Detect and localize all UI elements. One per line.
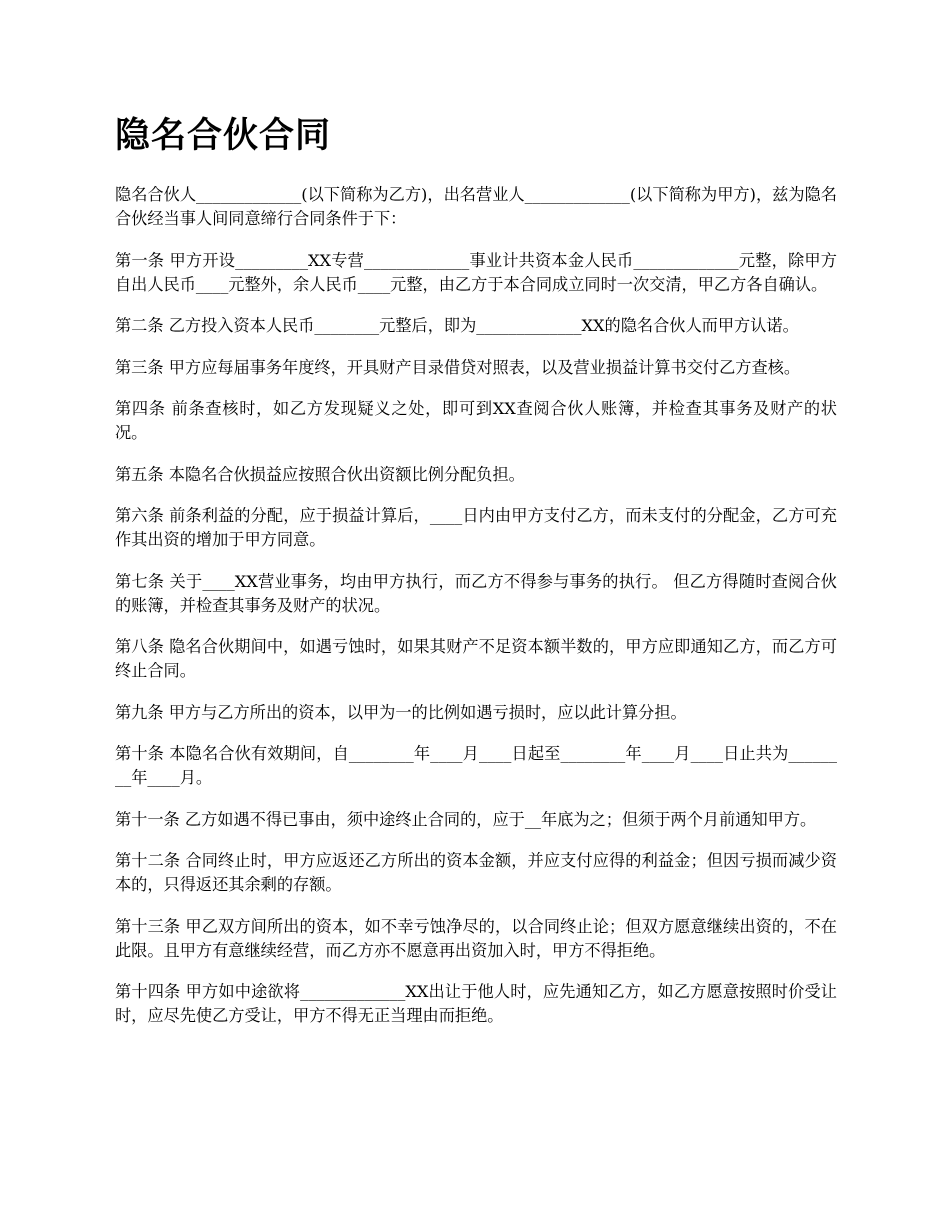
document-title: 隐名合伙合同: [115, 116, 332, 156]
article-7: 第七条 关于____XX营业事务，均由甲方执行，而乙方不得参与事务的执行。 但乙方得随时查阅合伙的账簿，并检查其事务及财产的状况。: [115, 571, 837, 615]
article-6: 第六条 前条利益的分配，应于损益计算后，____日内由甲方支付乙方，而未支付的分配金，乙方可充作其出资的增加于甲方同意。: [115, 506, 837, 549]
article-12: 第十二条 合同终止时，甲方应返还乙方所出的资本金额，并应支付应得的利益金；但因亏损而减少资本的，只得返还其余剩的存额。: [115, 851, 837, 894]
article-2: 第二条 乙方投入资本人民币________元整后，即为_____________XX的隐名合伙人而甲方认诺。: [115, 316, 799, 335]
article-14: 第十四条 甲方如中途欲将_____________XX出让于他人时，应先通知乙方，如乙方愿意按照时价受让时，应尽先使乙方受让，甲方不得无正当理由而拒绝。: [115, 982, 837, 1025]
article-13: 第十三条 甲乙双方间所出的资本，如不幸亏蚀净尽的，以合同终止论；但双方愿意继续出资的，不在此限。且甲方有意继续经营，而乙方亦不愿意再出资加入时，甲方不得拒绝。: [115, 916, 837, 960]
article-3: 第三条 甲方应每届事务年度终，开具财产目录借贷对照表，以及营业损益计算书交付乙方查核。: [115, 357, 801, 377]
article-9: 第九条 甲方与乙方所出的资本，以甲为一的比例如遇亏损时，应以此计算分担。: [115, 702, 687, 722]
article-8: 第八条 隐名合伙期间中，如遇亏蚀时，如果其财产不足资本额半数的，甲方应即通知乙方，而乙方可终止合同。: [115, 637, 837, 680]
article-11: 第十一条 乙方如遇不得已事由，须中途终止合同的，应于__年底为之；但须于两个月前通知甲方。: [115, 809, 817, 829]
article-4: 第四条 前条查核时，如乙方发现疑义之处，即可到XX查阅合伙人账簿，并检查其事务及财产的状况。: [115, 399, 837, 442]
intro-paragraph: 隐名合伙人_____________(以下简称为乙方)，出名营业人_____________(以下简称为甲方)，兹为隐名合伙经当事人间同意缔行合同条件于下：: [115, 185, 837, 228]
document-page: [115, 110, 837, 1046]
article-1: 第一条 甲方开设_________XX专营_____________事业计共资本金人民币_____________元整，除甲方自出人民币____元整外，余人民币____元整，由乙方于本合同成立同时一次交清，甲乙方各自确认。: [115, 250, 837, 294]
article-10: 第十条 本隐名合伙有效期间，自________年____月____日起至________年____月____日止共为________年____月。: [115, 744, 837, 787]
article-5: 第五条 本隐名合伙损益应按照合伙出资额比例分配负担。: [115, 464, 525, 484]
